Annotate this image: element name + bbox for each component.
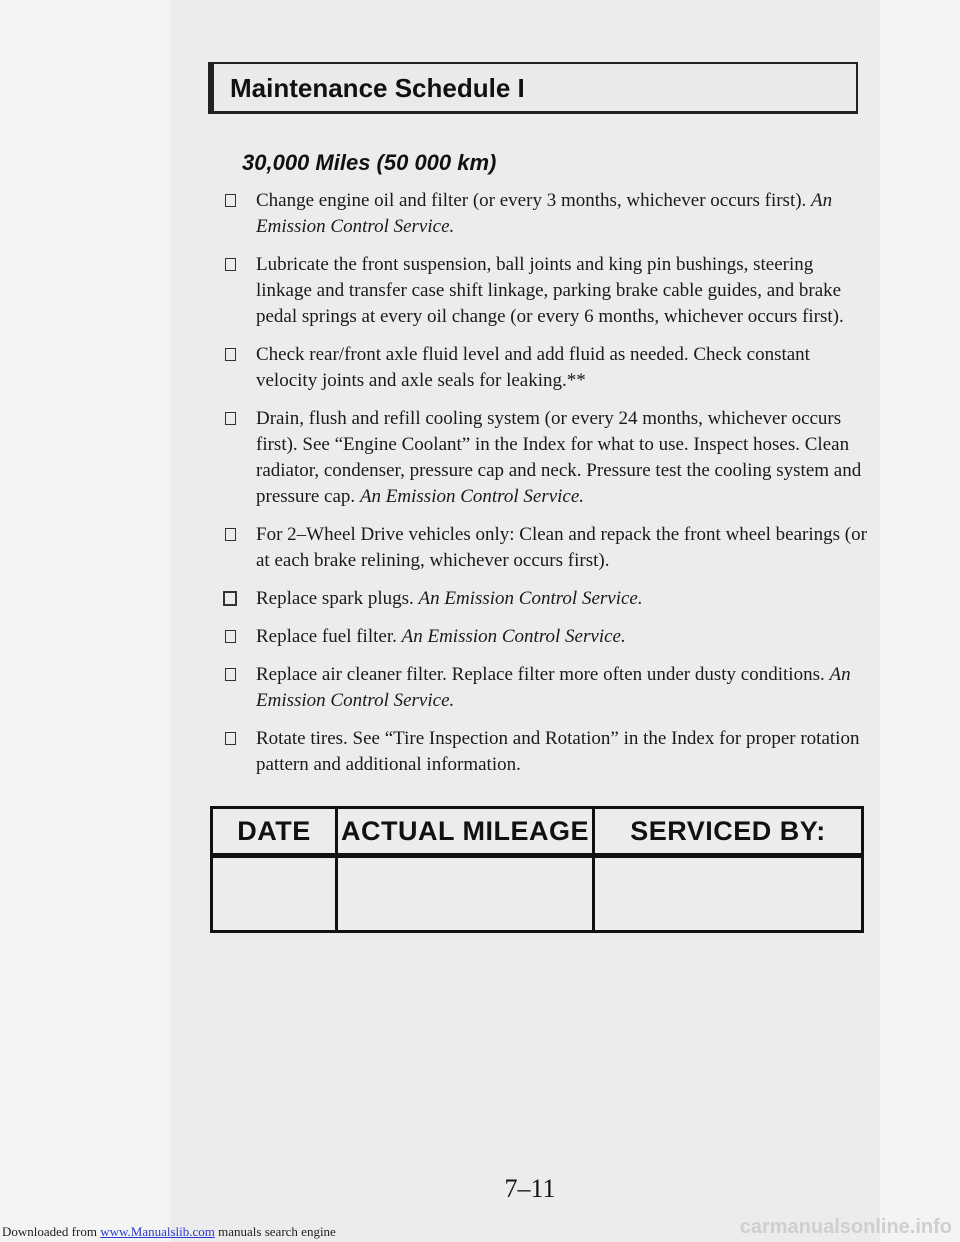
mileage-cell[interactable] <box>337 856 594 932</box>
item-note: An Emission Control Service. <box>418 588 643 609</box>
service-log-table <box>210 806 864 933</box>
date-cell[interactable] <box>212 856 337 932</box>
table-header-row <box>212 808 863 856</box>
item-note: An Emission Control Service. <box>359 486 585 507</box>
checkbox-icon[interactable] <box>225 348 236 361</box>
checklist-item <box>212 586 868 612</box>
checklist-item <box>212 726 868 778</box>
page-title: Maintenance Schedule I <box>230 73 525 103</box>
checkbox-icon[interactable] <box>223 591 237 606</box>
checkbox-icon[interactable] <box>225 528 236 541</box>
date-header: DATE <box>212 808 337 856</box>
checkbox-icon[interactable] <box>225 630 236 643</box>
footer-prefix: Downloaded from <box>2 1224 101 1239</box>
page-number: 7–11 <box>504 1174 556 1203</box>
item-note: An Emission Control Service. <box>401 626 626 647</box>
item-text: Check rear/front axle fluid level and add fluid as needed. Check constant velocity joints and axle seals for leaking.** <box>256 344 810 391</box>
item-text: Change engine oil and filter (or every 3 months, whichever occurs first). <box>256 190 812 211</box>
item-text: Lubricate the front suspension, ball joints and king pin bushings, steering linkage and transfer case shift linkage, parking brake cable guides, and brake pedal springs at every oil change (or every 6 months, whichever occurs first). <box>256 254 844 327</box>
checklist-item <box>212 342 868 394</box>
section-header-box <box>208 62 858 114</box>
watermark: carmanualsonline.info <box>739 1216 952 1238</box>
mileage-header: ACTUAL MILEAGE <box>337 808 594 856</box>
item-note: An Emission Control Service. <box>256 190 833 237</box>
item-text: For 2–Wheel Drive vehicles only: Clean and repack the front wheel bearings (or at each brake relining, whichever occurs first). <box>256 524 867 571</box>
checklist-item <box>212 662 868 714</box>
download-footer <box>2 1224 336 1240</box>
checkbox-icon[interactable] <box>225 258 236 271</box>
footer-suffix: manuals search engine <box>214 1224 336 1239</box>
header-accent-bar <box>210 64 214 111</box>
serviced-by-header: SERVICED BY: <box>594 808 863 856</box>
mileage-heading: 30,000 Miles (50 000 km) <box>242 150 497 175</box>
checklist-item <box>212 624 868 650</box>
table-row <box>212 856 863 932</box>
manualslib-link[interactable]: www.Manualslib.com <box>100 1224 215 1239</box>
checkbox-icon[interactable] <box>225 732 236 745</box>
checklist-item <box>212 406 868 510</box>
checklist-item <box>212 252 868 330</box>
item-text: Replace spark plugs. <box>256 588 419 609</box>
checklist-item <box>212 522 868 574</box>
item-text: Rotate tires. See “Tire Inspection and Rotation” in the Index for proper rotation pattern and additional information. <box>256 728 860 775</box>
checklist-item <box>212 188 868 240</box>
checkbox-icon[interactable] <box>225 668 236 681</box>
item-note: An Emission Control Service. <box>256 664 851 711</box>
item-text: Replace fuel filter. <box>256 626 402 647</box>
checkbox-icon[interactable] <box>225 194 236 207</box>
item-text: Drain, flush and refill cooling system (or every 24 months, whichever occurs first). See “Engine Coolant” in the Index for what to use. Inspect hoses. Clean radiator, condenser, pressure cap and neck. Pressure test the cooling system and pressure cap. <box>256 408 862 507</box>
item-text: Replace air cleaner filter. Replace filter more often under dusty conditions. <box>256 664 830 685</box>
serviced-by-cell[interactable] <box>594 856 863 932</box>
checkbox-icon[interactable] <box>225 412 236 425</box>
maintenance-checklist <box>212 188 868 790</box>
